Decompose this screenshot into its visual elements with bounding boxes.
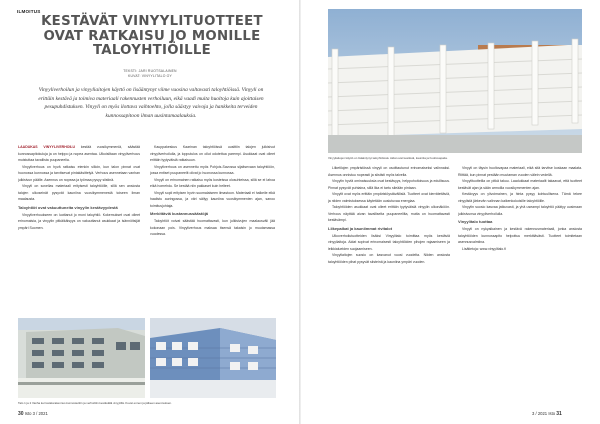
body-paragraph: Vinyyli on nykyaikainen ja kestävä rakennusmateriaali, jonka ansiosta taloyhtiöiden kunnossapito helpottuu merkittävästi. Tuotteet toimitetaan asennusvalmiina.	[458, 226, 582, 245]
body-paragraph: Kauppakeskus Kaarinan taloyhtiöissä uusittiin talojen julkisivut vinyyliverhoilulla, ja lopputulos on ollut odotettua parempi. Asukkaat ovat olleet erittäin tyytyväisiä ratkaisuun.	[150, 145, 275, 163]
left-column-2	[150, 144, 275, 316]
body-paragraph: Vinyylituotteilla on pitkä takuu. Laadukkaat materiaalit takaavat, että tuotteet kestävät ajan ja sään armoilla vuosikymmenten ajan.	[458, 179, 582, 190]
building-photo-after	[150, 318, 276, 398]
right-page	[300, 0, 600, 424]
run-in-lead: LAADUKAS VINYYLIVERHOILU	[18, 145, 81, 149]
body-paragraph: Ulkoverhoilutuotteiden lisäksi Vinyylitalo toimittaa myös kestäviä vinyyliaitoja. Aidat sopivat erinomaisesti taloyhtiöiden pihojen rajaamiseen ja leikkialueiden suojaamiseen.	[328, 233, 450, 251]
body-paragraph: Vinyyliverhous on asennettu myös Pohjois-Savossa sijaitsevaan taloyhtiöön, jossa entiset puupaneelit olivat jo huonossa kunnossa.	[150, 164, 275, 176]
body-paragraph: Vinyyli on erinomainen ratkaisu myös kosteissa olosuhteissa, sillä se ei lahoa eikä homehdu. Se kestää niin pakkaset kuin helteet.	[150, 177, 275, 189]
page-number-left: 30	[18, 411, 24, 417]
byline-photo: KUVAT: VINYYLITALO OY	[128, 74, 172, 78]
issue-right: 3 / 2021	[532, 411, 548, 416]
photo-caption-right: Vinyyliaitojen käyttö on lisääntynyt taloyhtiöissä. Aidat ovat kestäviä, kauniita ja huoltovapaita.	[328, 156, 448, 160]
subheading: Vinyylitalo tuottaa	[458, 219, 493, 225]
folio-right	[532, 411, 562, 417]
subheading: Merkittäviä kustannussäästöjä	[150, 211, 209, 217]
subheading: Taloyhtiöt ovat vakuuttuneita vinyylin kestävyydestä	[18, 204, 118, 210]
body-paragraph: Vinyylin suosio kasvaa jatkuvasti, ja yhä useampi taloyhtiö päätyy uusimaan julkisivunsa vinyyliverhoilulla.	[458, 205, 582, 216]
issue-left: 3 / 2021	[32, 411, 48, 416]
folio-left	[18, 411, 48, 417]
body-paragraph: Taloyhtiöiden asukkaat ovat olleet erittäin tyytyväisiä vinyylin ulkonäköön. Verhous näyttää aivan tavalliselta puupaneelilta, mutta on huomattavasti kestävämpi.	[328, 205, 450, 223]
body-paragraph: Vinyyli sopii erityisen hyvin suomalaiseen ilmastoon. Materiaali ei halkeile eikä haalistu auringossa, ja väri säilyy kauniina vuosikymmenien ajan, sanoo toimitusjohtaja.	[150, 190, 275, 208]
subheading: Liikepaikat ja kauniimmat rivitalot	[328, 225, 393, 231]
body-paragraph: Vinyyliaitojen suosio on kasvanut vuosi vuodelta. Niiden ansiosta taloyhtiöiden pihat pysyvät siisteinä ja kauniina ympäri vuoden.	[328, 253, 450, 264]
body-paragraph: Vinyyli on täysin huoltovapaa materiaali, eikä sitä tarvitse koskaan maalata. Riittää, kun pinnat pestään muutaman vuoden välein vedellä.	[458, 166, 582, 177]
photo-caption-left: Talo 1 ja 2 Vanha kerrostalorakennus kunnostettiin ja verhoiltiin kestävällä vinyylillä. Kuvat ennen ja jälkeen asennuksen.	[18, 401, 172, 405]
fence-photo	[328, 9, 582, 153]
page-number-right: 31	[556, 411, 562, 417]
body-paragraph: Liiketilojen ympäristössä vinyyli on osoittautunut erinomaiseksi valinnaksi. Asennus onnistuu nopeasti ja siististi myös talvella.	[328, 166, 450, 177]
body-paragraph: Kestävyys on ylivoimainen, ja hinta pysyy kohtuullisena. Tämä tekee vinyylistä järkevän valinnan kaikenkokoisille taloyhtiöille.	[458, 192, 582, 203]
byline-text: TEKSTI: JARI RUOTSALAINEN	[123, 69, 177, 73]
page-title: KESTÄVÄT VINYYLITUOTTEET OVAT RATKAISU JO MONILLE TALOYHTIÖILLE	[41, 14, 263, 59]
magazine-name-right: Isto	[548, 411, 556, 416]
lead-paragraph: Vinyyliverhoilun ja vinyyliaitojen käyttö on lisääntynyt viime vuosina valtavasti taloyhtiöissä. Vinyyli on erittäin kestävä ja toimiva materiaali rakennusten verhoiluun, eikä vaadi muita huoltoja kuin ajoittaisen pesupuhdistuksen. Vinyyli on myös ilottava vaihtoehto, jolla säästyy vaivoja ja hankkeita terveiden kunnossapitoon ilman uusintamaalauksia.	[38, 87, 264, 119]
body-paragraph: Taloyhtiöt voivat säästää huomattavasti, kun julkisivujen maalausväli jää kokonaan pois. Vinyyliverhous maksaa itsensä takaisin jo muutamassa vuodessa.	[150, 219, 275, 237]
body-paragraph: Vinyyli on sovelias materiaali erityisesti taloyhtiöille, sillä sen ansiosta talojen ulkoseinät pysyvät kauniina vuosikymmenestä toiseen ilman maalausta.	[18, 184, 140, 202]
body-paragraph: Vinyylit ovat myös erittäin ympäristöystävällisiä. Tuotteet ovat kierrätettäviä, ja niiden valmistuksessa käytetään uusiutuvaa energiaa.	[328, 192, 450, 203]
body-paragraph: Lisätietoja: www.vinyylitalo.fi	[462, 246, 506, 251]
left-column-1	[18, 144, 140, 316]
right-column-2	[458, 165, 582, 401]
body-paragraph: Vinyylin hyviä ominaisuuksia ovat kestävyys, helppohoitoisuus ja edullisuus. Pinnat pysyvät puhtaina, sillä lika ei tartu sileään pintaan.	[328, 179, 450, 190]
body-paragraph: Vinyyliverhous on hyvä ratkaisu etenkin silloin, kun talon pinnat ovat huonossa kunnossa ja tarvitsevat pintakäsittelyä. Verhous asennetaan vanhan julkisivun päälle. Asennus on nopeaa ja työmaa pysyy siistinä.	[18, 164, 140, 182]
building-photo-before	[18, 318, 145, 398]
body-paragraph: Vinyyliverhoukseen on luottanut jo moni taloyhtiö. Kokemukset ovat olleet erinomaisia, ja vinyylin pitkäikäisyys on vakuuttanut asukkaat ja isännöitsijät ympäri Suomen.	[18, 212, 140, 230]
magazine-name-left: Isto	[24, 411, 32, 416]
right-column-1	[328, 165, 450, 401]
body-paragraph: LAADUKAS VINYYLIVERHOILU kestää vuosikymmeniä, säästää kunnossapitokuluja ja on helppo ja nopea asentaa. Ulkoisiltaan vinyyliverhous muistuttaa tavallista puupaneelia.	[18, 145, 140, 163]
section-label: ILMOITUS	[17, 9, 41, 14]
